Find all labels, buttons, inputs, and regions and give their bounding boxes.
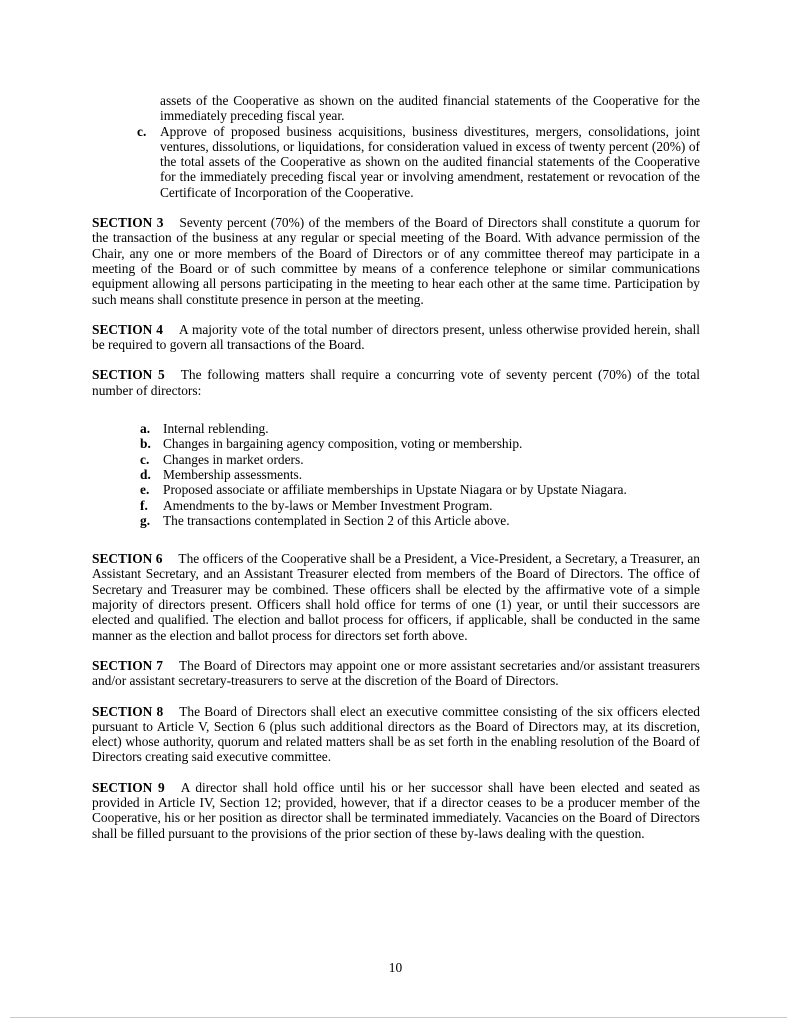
scan-edge-artifact — [10, 1017, 787, 1018]
section-6-heading: SECTION 6 — [92, 551, 163, 567]
section-3-heading: SECTION 3 — [92, 215, 164, 231]
list-item-text: Proposed associate or affiliate memberships in Upstate Niagara or by Upstate Niagara. — [163, 482, 627, 498]
page-number: 10 — [388, 960, 403, 975]
section-5-heading: SECTION 5 — [92, 367, 165, 383]
section-7-text: The Board of Directors may appoint one or more assistant secretaries and/or assistant treasurers and/or assistant secretary-treasurers to serve at the discretion of the Board of Directors. — [92, 657, 700, 689]
section-8-text: The Board of Directors shall elect an executive committee consisting of the six officers elected pursuant to Article V, Section 6 (plus such additional directors as the Board of Directors may, at its discretion, elect) whose authority, quorum and related matters shall be as set forth in the enabling resolution of the Board of Directors creating said executive committee. — [92, 703, 700, 765]
section-8-heading: SECTION 8 — [92, 703, 164, 719]
list-item — [92, 498, 700, 513]
list-item-label: e. — [140, 482, 150, 498]
list-item-b-continuation: assets of the Cooperative as shown on the audited financial statements of the Cooperative for the immediately preceding fiscal year. — [160, 93, 700, 124]
section-9-paragraph — [92, 780, 700, 841]
list-item-c-label: c. — [137, 123, 147, 139]
section-4-paragraph — [92, 322, 700, 353]
section-5-list — [92, 421, 700, 528]
section-5-text: The following matters shall require a concurring vote of seventy percent (70%) of the total number of directors: — [92, 367, 700, 398]
section-6-paragraph — [92, 551, 700, 643]
list-item — [92, 436, 700, 451]
document-body — [92, 93, 700, 841]
section-3-text: Seventy percent (70%) of the members of the Board of Directors shall constitute a quorum for the transaction of the business at any regular or special meeting of the Board. With advance permission of the Chair, any one or more members of the Board of Directors or of any committee thereof may participate in a meeting of the Board or of such committee by means of a conference telephone or similar communications equipment allowing all persons participating in the meeting to hear each other at the same time. Participation by such means shall constitute presence in person at the meeting. — [92, 215, 700, 307]
list-item — [92, 467, 700, 482]
list-item — [92, 513, 700, 528]
section-4-text: A majority vote of the total number of directors present, unless otherwise provided herein, shall be required to govern all transactions of the Board. — [92, 321, 700, 353]
list-item-label: f. — [140, 497, 148, 513]
list-item — [92, 482, 700, 497]
list-item — [92, 421, 700, 436]
list-item-label: g. — [140, 512, 151, 528]
list-item-text: Membership assessments. — [163, 466, 303, 482]
section-7-paragraph — [92, 658, 700, 689]
list-item-c — [92, 124, 700, 200]
section-6-text: The officers of the Cooperative shall be a President, a Vice-President, a Secretary, a Treasurer, an Assistant Secretary, and an Assistant Treasurer elected from members of the Board of Directors. The office of Secretary and Treasurer may be combined. These officers shall be elected by the affirmative vote of a simple majority of directors present. Officers shall hold office for terms of one (1) year, or until their successors are elected and qualified. The election and ballot process for officers, if applicable, shall be conducted in the same manner as the election and ballot process for directors set forth above. — [92, 551, 700, 643]
section-9-heading: SECTION 9 — [92, 779, 165, 795]
list-item-text: The transactions contemplated in Section 2 of this Article above. — [163, 512, 510, 528]
section-9-text: A director shall hold office until his or her successor shall have been elected and seated as provided in Article IV, Section 12; provided, however, that if a director ceases to be a producer member of the Cooperative, his or her position as director shall be terminated immediately. Vacancies on the Board of Directors shall be filled pursuant to the provisions of the prior section of these by-laws dealing with the question. — [92, 779, 700, 841]
section-7-heading: SECTION 7 — [92, 657, 163, 673]
section-5-paragraph — [92, 367, 700, 398]
list-item-label: c. — [140, 451, 150, 467]
list-item-text: Changes in bargaining agency composition, voting or membership. — [163, 436, 523, 452]
list-item-c-text: Approve of proposed business acquisitions, business divestitures, mergers, consolidations, joint ventures, dissolutions, or liquidations, for consideration valued in excess of twenty percent (20%) of the total assets of the Cooperative as shown on the audited financial statements of the Cooperative for the immediately preceding fiscal year or involving amendment, restatement or revocation of the Certificate of Incorporation of the Cooperative. — [160, 123, 700, 200]
list-item-label: d. — [140, 466, 151, 482]
section-4-heading: SECTION 4 — [92, 321, 163, 337]
list-item-label: b. — [140, 436, 151, 452]
list-item-label: a. — [140, 421, 151, 437]
list-item-text: Amendments to the by-laws or Member Investment Program. — [163, 497, 493, 513]
list-item-text: Internal reblending. — [163, 421, 269, 437]
list-item — [92, 452, 700, 467]
section-3-paragraph — [92, 215, 700, 307]
section-8-paragraph — [92, 704, 700, 765]
list-item-text: Changes in market orders. — [163, 451, 304, 467]
